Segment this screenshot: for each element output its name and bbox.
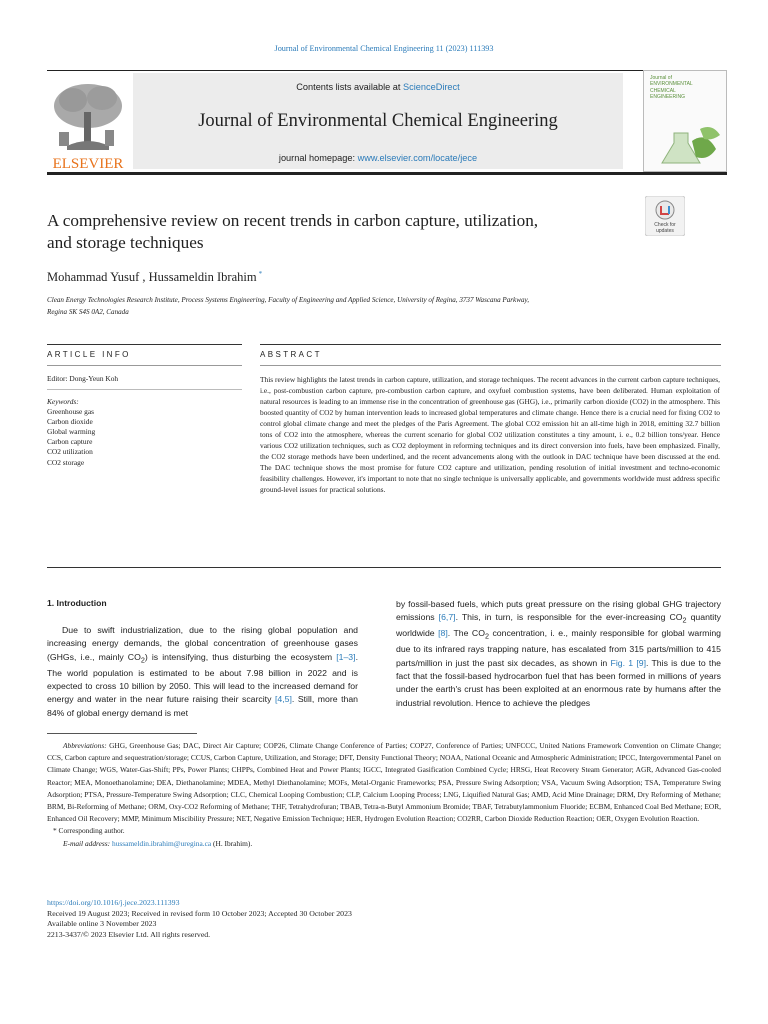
abstract-heading: ABSTRACT <box>260 350 322 359</box>
crossmark-text-2: updates <box>656 228 674 234</box>
journal-cover-thumbnail[interactable] <box>643 70 727 172</box>
editor-line: Editor: Dong-Yeun Koh <box>47 374 119 383</box>
intro-text: by fossil-based fuels, which puts great pressure on the rising global GHG trajectory emissions <box>396 599 721 623</box>
journal-masthead <box>47 70 727 176</box>
cover-flask-icon <box>644 71 726 171</box>
citation-link[interactable]: [8] <box>438 628 448 639</box>
affiliation <box>47 295 697 318</box>
abstract-top-rule <box>260 344 721 345</box>
email-label: E-mail address: <box>63 838 112 848</box>
elsevier-tree-icon <box>47 76 129 172</box>
footnote-rule <box>47 733 197 734</box>
elsevier-logo[interactable] <box>47 76 129 172</box>
footnotes <box>47 740 721 850</box>
article-title <box>47 210 627 253</box>
subscript: 2 <box>140 655 145 665</box>
homepage-prefix: journal homepage: <box>278 153 358 163</box>
abbreviations-footnote <box>47 740 721 825</box>
homepage-link[interactable]: www.elsevier.com/locate/jece <box>357 153 478 163</box>
abstract-bottom-rule <box>47 567 721 568</box>
editor-rule <box>47 389 242 390</box>
intro-text: concentration, i. e., mainly responsible for global warming due to its infrared rays trapping nature, has escalated from 315 parts/million to 415 parts/million in just the past six decades, as shown in <box>396 628 721 668</box>
citation-link[interactable]: [6,7] <box>438 612 456 623</box>
cover-line: ENVIRONMENTAL <box>650 81 693 88</box>
journal-info-box <box>133 73 623 169</box>
abstract-heading-rule <box>260 365 721 366</box>
received-dates: Received 19 August 2023; Received in revised form 10 October 2023; Accepted 30 October 2023 <box>47 908 352 918</box>
running-head[interactable]: Journal of Environmental Chemical Engineering 11 (2023) 111393 <box>274 44 494 53</box>
intro-text: . The world population is estimated to be about 7.98 billion in 2022 and is expected to cross 10 billion by 2050. This will lead to the increased demand for energy and water in the near future raising their scarcity <box>47 651 358 705</box>
keyword-item: CO2 storage <box>47 457 85 467</box>
abbreviations-text: GHG, Greenhouse Gas; DAC, Direct Air Capture; COP26, Climate Change Conference of Parties; COP27, Conference of Parties; UNFCCC, United Nations Framework Convention on Climate Change; CCS, Carbon capture and sequestration/storage; CCUS, Carbon Capture, Utilization, and Storage; DFT, Density Functional Theory; NOAA, National Oceanic and Atmospheric Administration; IPCC, Intergovernmental Panel on Climate Change; WGS, Water-Gas-Shift; PPs, Power Plants; CHPPs, Combined Heat and Power Plants; IGCC, Integrated Gasification Combined Cycle; HRSG, Heat Recovery Steam Generator; AGR, Advanced Gas-cooled Reactor; MEA, Monoethanolamine; DEA, Diethanolamine; MDEA, Methyl Diethanolamine; MOFs, Metal-Organic Frameworks; PSA, Pressure Swing Adsorption; VSA, Vacuum Swing Adsorption; TSA, Temperature Swing Adsorption; PTSA, Pressure-Temperature Swing Adsorption; CLC, Chemical Looping Combustion; CLP, Calcium Looping Process; LNG, Liquified Natural Gas; AMD, Acid Mine Drainage; DRM, Dry Reforming of Methane; BRM, Bi-Reforming of Methane; ORM, Oxy-CO2 Reforming of Methane; THF, Tetrahydrofuran; TBAB, Tetra-n-Butyl Ammonium Bromide; TBAF, Tetrabutylammonium Fluoride; ECBM, Enhanced Coal Bed Methane; EOR, Enhanced Oil Recovery; MMP, Minimum Miscibility Pressure; NET, Negative Emission Technique; HER, Hydrogen Evolution Reaction; CO2RR, Carbon Dioxide Reduction Reaction; OER, Oxygen Evolution Reaction. <box>47 741 721 824</box>
intro-text: ) is intensifying, thus disturbing the ecosystem <box>144 651 337 662</box>
abstract-text: This review highlights the latest trends in carbon capture, utilization, and storage techniques. The recent advances in the current carbon capture techniques, i.e., post-combustion carbon capture, pre-combustion carbon capture, and oxyfuel combustion systems, have been deliberated. Human exploitation of natural resources is leading to an immense rise in the concentration of greenhouse gas (GHG), i.e., primarily carbon dioxide (CO2) in the atmosphere. This boosted quantity of CO2 by human intervention leads to increased global temperatures and climate change. Hence there is a crucial need for fixing CO2 to control global climate change and meet the pledges of the Paris Agreement. The global CO2 emission hit an all-time high in 2018, emitting 32.7 billion tons of CO2 into the atmosphere, whereas the current scenario for global CO2 utilization constitutes a tiny amount, i. e., 0.2 billion tons/year. Hence various CO2 utilization techniques, such as CO2 deployment in reforming techniques and its direct conversion into fuels, have been emphasized. Finally, the CO2 storage methods have been underlined, and the recent advancements along with the outlook in DAC technique have been discussed at the end. The DAC technique shows the most promise for future CO2 capture and utilization, pending resolution of initial investment and techno-economic feasibility challenges. However, it's important to note that no single technique is universally applicable, and governments worldwide must address specific ground-level issues for practical solutions. <box>260 375 720 495</box>
article-info-top-rule <box>47 344 242 345</box>
copyright-line: 2213-3437/© 2023 Elsevier Ltd. All rights reserved. <box>47 930 211 940</box>
citation-link[interactable]: [1–3] <box>336 651 356 662</box>
email-link[interactable]: hussameldin.ibrahim@uregina.ca <box>112 838 212 848</box>
keywords-block <box>47 397 95 468</box>
article-info-heading: ARTICLE INFO <box>47 350 131 359</box>
keyword-item: Greenhouse gas <box>47 407 94 417</box>
introduction-heading: 1. Introduction <box>47 598 107 608</box>
abbreviations-label: Abbreviations: <box>63 741 107 750</box>
intro-text: . The CO <box>447 628 485 639</box>
online-date: Available online 3 November 2023 <box>47 919 157 929</box>
publication-info <box>47 898 721 941</box>
corresponding-author-mark[interactable]: * <box>258 270 263 278</box>
title-line: A comprehensive review on recent trends in carbon capture, utilization, <box>47 211 539 230</box>
doi-link[interactable]: https://doi.org/10.1016/j.jece.2023.111393 <box>47 898 180 907</box>
sciencedirect-link[interactable]: ScienceDirect <box>403 82 460 92</box>
affiliation-line: Clean Energy Technologies Research Institute, Process Systems Engineering, Faculty of Engineering and Applied Science, University of Regina, 3737 Wascana Parkway, <box>47 296 530 304</box>
contents-prefix: Contents lists available at <box>296 82 404 92</box>
keyword-item: Carbon dioxide <box>47 417 93 427</box>
subscript: 2 <box>682 616 687 626</box>
corresponding-author-note: * Corresponding author. <box>53 826 125 836</box>
masthead-bottom-rule <box>47 172 727 175</box>
intro-text: . Still, more than 84% of global energy demand is met <box>47 694 358 718</box>
email-note <box>47 838 721 850</box>
title-line: and storage techniques <box>47 232 204 252</box>
intro-text: Due to swift industrialization, due to the rising global population and increasing energy demands, the global concentration of greenhouse gases (GHGs, i.e., mainly CO <box>47 625 358 662</box>
keyword-item: Global warming <box>47 427 96 437</box>
intro-text: . This, in turn, is responsible for the ever-increasing CO <box>455 612 683 623</box>
cover-line: ENGINEERING <box>650 94 686 101</box>
check-for-updates-badge[interactable] <box>645 196 685 236</box>
article-info-heading-rule <box>47 365 242 366</box>
elsevier-wordmark: ELSEVIER <box>52 156 124 172</box>
crossmark-text-1: Check for <box>654 222 676 228</box>
keywords-title: Keywords: <box>47 397 79 406</box>
keyword-item: Carbon capture <box>47 437 93 447</box>
email-suffix: (H. Ibrahim). <box>211 838 253 848</box>
authors-names[interactable]: Mohammad Yusuf , Hussameldin Ibrahim <box>47 270 257 285</box>
homepage-line <box>133 153 623 163</box>
contents-line <box>133 82 623 92</box>
citation-link[interactable]: [9] <box>636 657 646 668</box>
figure-link[interactable]: Fig. 1 <box>610 657 634 668</box>
citation-link[interactable]: [4,5] <box>274 694 292 705</box>
cover-line: Journal of <box>650 75 672 81</box>
keyword-item: CO2 utilization <box>47 447 93 457</box>
journal-name: Journal of Environmental Chemical Engineering <box>198 111 558 131</box>
affiliation-line: Regina SK S4S 0A2, Canada <box>47 307 129 316</box>
intro-text: . This is due to the fact that the fossil-based hydrocarbon fuel that has been formed in millions of years under the earth's crust has been exploited at an enormous rate by humans after the industrial revolution. Hence to achieve the pledges <box>396 657 721 708</box>
masthead-top-rule <box>47 70 727 71</box>
subscript: 2 <box>484 632 489 642</box>
author-list <box>47 270 262 285</box>
intro-column-left <box>47 624 358 720</box>
intro-text: quantity worldwide <box>396 612 721 639</box>
crossmark-icon <box>645 196 685 236</box>
cover-line: CHEMICAL <box>650 87 676 94</box>
intro-column-right <box>396 598 721 710</box>
